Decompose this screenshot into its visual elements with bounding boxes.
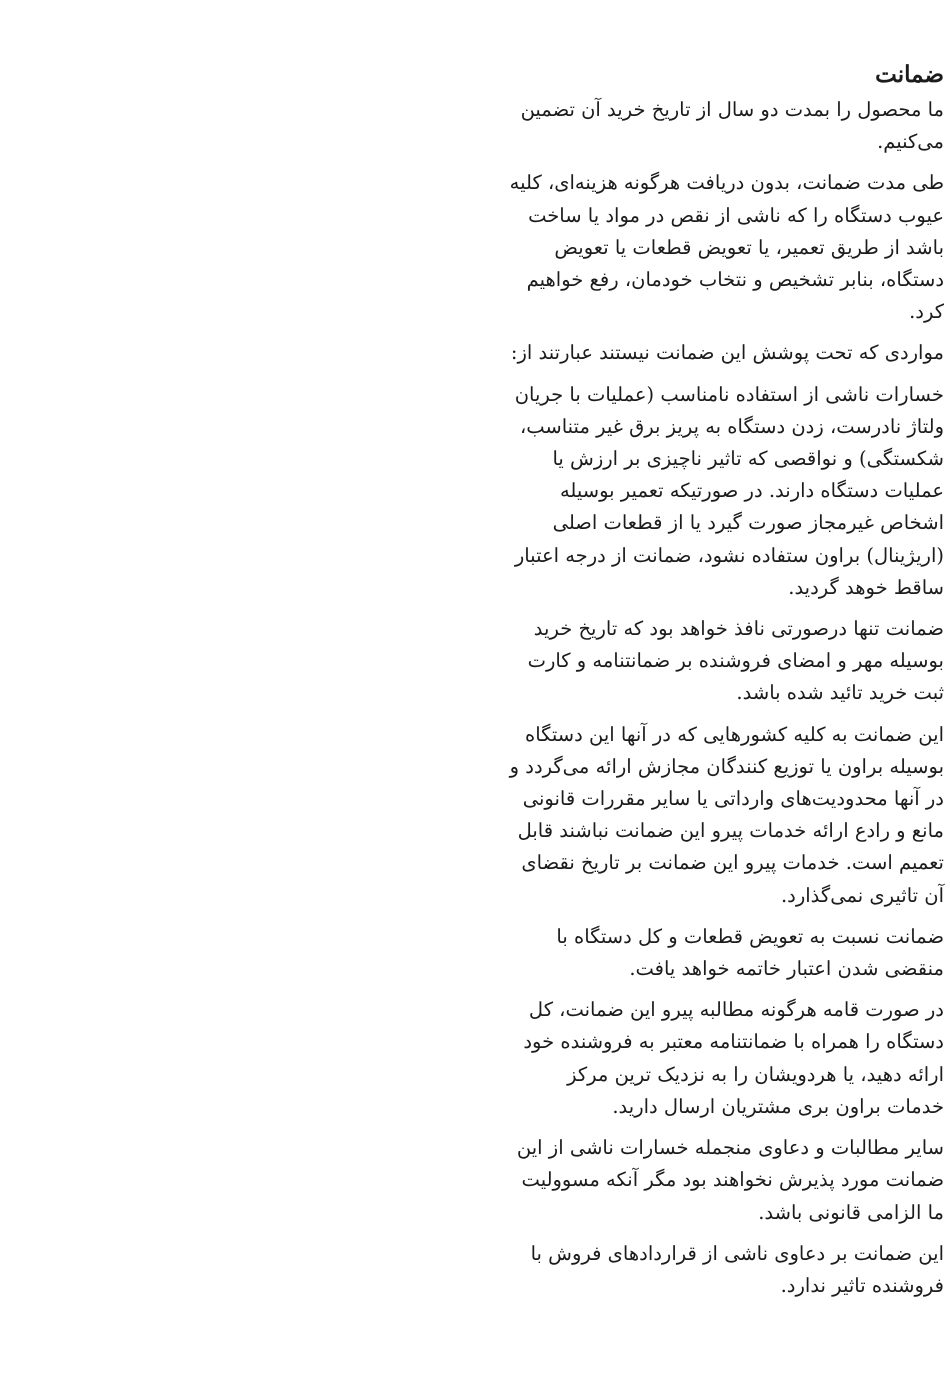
paragraph-territory: این ضمانت به کلیه کشورهایی که در آنها این دستگاه بوسیله براون یا توزیع کنندگان مجازش ارائه می‌گردد و در آنها محدودیت‌های وارداتی یا سایر مقررات قانونی مانع و رادع ارائه خدمات پیرو این ضمانت نباشند قابل تعمیم است. خدمات پیرو این ضمانت بر تاریخ نقضای آن تاثیری نمی‌گذارد. bbox=[509, 722, 944, 907]
paragraph-warranty-period: ما محصول را بمدت دو سال از تاریخ خرید آن تضمین می‌کنیم. bbox=[520, 98, 944, 154]
paragraph-validity-condition: ضمانت تنها درصورتی نافذ خواهد بود که تاریخ خرید بوسیله مهر و امضای فروشنده بر ضمانتنامه و کارت ثبت خرید تائید شده باشد. bbox=[527, 617, 944, 705]
paragraph-exclusions-intro: مواردی که تحت پوشش این ضمانت نیستند عبارتند از: bbox=[510, 341, 944, 365]
section-heading: ضمانت bbox=[875, 61, 944, 88]
paragraph-claim-procedure: در صورت قامه هرگونه مطالبه پیرو این ضمانت، کل دستگاه را همراه با ضمانتنامه معتبر به فروشنده خود ارائه دهید، یا هردویشان را به نزدیک ترین مرکز خدمات براون بری مشتریان ارسال دارید. bbox=[523, 998, 944, 1118]
paragraph-other-claims: سایر مطالبات و دعاوی منجمله خسارات ناشی از این ضمانت مورد پذیرش نخواهند بود مگر آنکه مسوولیت ما الزامی قانونی باشد. bbox=[516, 1136, 944, 1224]
paragraph-repair-coverage: طی مدت ضمانت، بدون دریافت هرگونه هزینه‌ای، کلیه عیوب دستگاه را که ناشی از نقص در مواد یا ساخت باشد از طریق تعمیر، یا تعویض قطعات یا تعویض دستگاه، بنابر تشخیص و نتخاب خودمان، رفع خواهیم کرد. bbox=[509, 171, 944, 324]
warranty-section bbox=[504, 58, 944, 1311]
paragraph-exclusions: خسارات ناشی از استفاده نامناسب (عملیات با جریان ولتاژ نادرست، زدن دستگاه به پریز برق غیر متناسب، شکستگی) و نواقصی که تاثیر ناچیزی بر ارزش یا عملیات دستگاه دارند. در صورتیکه تعمیر بوسیله اشخاص غیرمجاز صورت گیرد یا از قطعات اصلی (اریژینال) براون ستفاده نشود، ضمانت از درجه اعتبار ساقط خوهد گردید. bbox=[514, 382, 944, 599]
paragraph-sales-contracts: این ضمانت بر دعاوی ناشی از قراردادهای فروش با فروشنده تاثیر ندارد. bbox=[530, 1241, 944, 1297]
paragraph-expiry: ضمانت نسبت به تعویض قطعات و کل دستگاه با منقضی شدن اعتبار خاتمه خواهد یافت. bbox=[556, 924, 944, 981]
